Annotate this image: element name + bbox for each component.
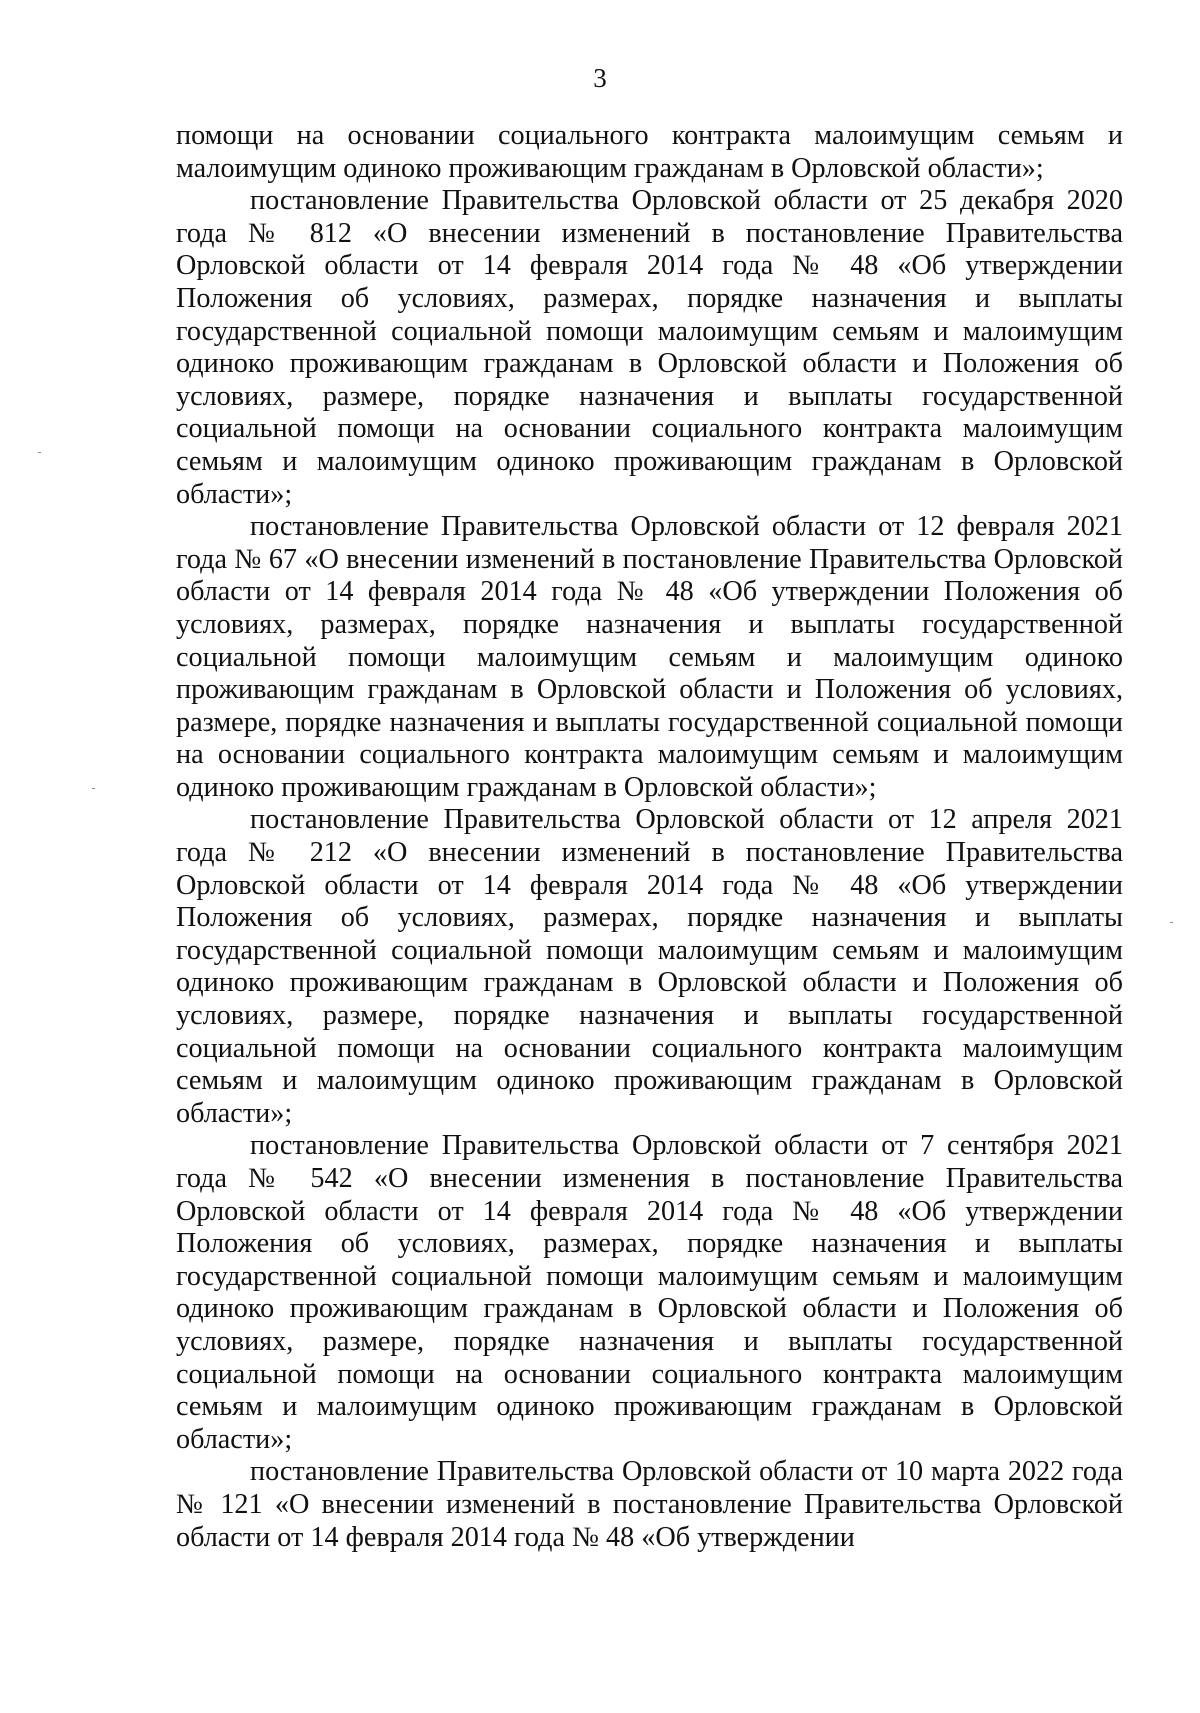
scan-speck <box>92 788 95 789</box>
paragraph-resolution-212: постановление Правительства Орловской области от 12 апреля 2021 года № 212 «О внесении изменений в постановление Правительства Орловской области от 14 февраля 2014 года № 48 «Об утверждении Положения об условиях, размерах, порядке назначения и выплаты государственной социальной помощи малоимущим семьям и малоимущим одиноко проживающим гражданам в Орловской области и Положения об условиях, размере, порядке назначения и выплаты государственной социальной помощи на основании социального контракта малоимущим семьям и малоимущим одиноко проживающим гражданам в Орловской области»; <box>176 804 1123 1129</box>
page-number: 3 <box>593 63 607 93</box>
scan-speck <box>38 452 41 453</box>
scan-speck <box>1170 922 1173 923</box>
paragraph-resolution-67: постановление Правительства Орловской области от 12 февраля 2021 года № 67 «О внесении изменений в постановление Правительства Орловской области от 14 февраля 2014 года № 48 «Об утверждении Положения об условиях, размерах, порядке назначения и выплаты государственной социальной помощи малоимущим семьям и малоимущим одиноко проживающим гражданам в Орловской области и Положения об условиях, размере, порядке назначения и выплаты государственной социальной помощи на основании социального контракта малоимущим семьям и малоимущим одиноко проживающим гражданам в Орловской области»; <box>176 511 1123 803</box>
paragraph-resolution-542: постановление Правительства Орловской области от 7 сентября 2021 года № 542 «О внесении изменения в постановление Правительства Орловской области от 14 февраля 2014 года № 48 «Об утверждении Положения об условиях, размерах, порядке назначения и выплаты государственной социальной помощи малоимущим семьям и малоимущим одиноко проживающим гражданам в Орловской области и Положения об условиях, размере, порядке назначения и выплаты государственной социальной помощи на основании социального контракта малоимущим семьям и малоимущим одиноко проживающим гражданам в Орловской области»; <box>176 1130 1123 1455</box>
paragraph-resolution-812: постановление Правительства Орловской области от 25 декабря 2020 года № 812 «О внесении изменений в постановление Правительства Орловской области от 14 февраля 2014 года № 48 «Об утверждении Положения об условиях, размерах, порядке назначения и выплаты государственной социальной помощи малоимущим семьям и малоимущим одиноко проживающим гражданам в Орловской области и Положения об условиях, размере, порядке назначения и выплаты государственной социальной помощи на основании социального контракта малоимущим семьям и малоимущим одиноко проживающим гражданам в Орловской области»; <box>176 185 1123 510</box>
document-body <box>176 120 1123 1554</box>
paragraph-continuation: помощи на основании социального контракта малоимущим семьям и малоимущим одиноко проживающим гражданам в Орловской области»; <box>176 120 1123 184</box>
paragraph-resolution-121: постановление Правительства Орловской области от 10 марта 2022 года № 121 «О внесении изменений в постановление Правительства Орловской области от 14 февраля 2014 года № 48 «Об утверждении <box>176 1456 1123 1553</box>
